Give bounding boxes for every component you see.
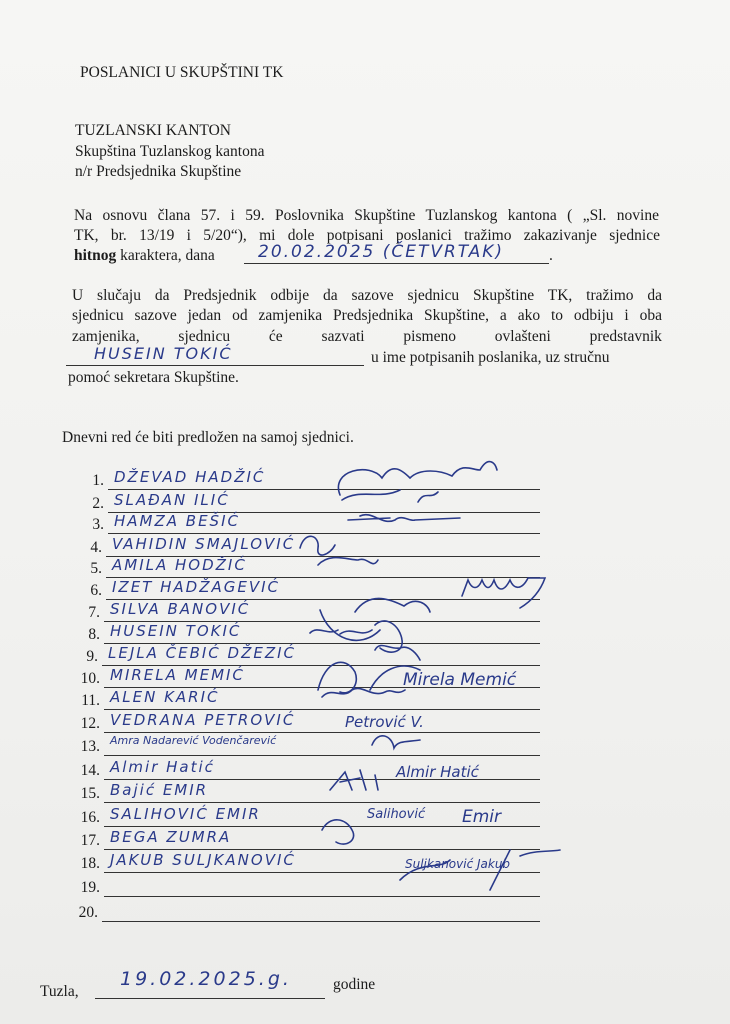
signatory-number: 8. bbox=[88, 626, 100, 643]
signatory-name: SALIHOVIĆ EMIR bbox=[110, 805, 261, 823]
signature-7 bbox=[320, 598, 430, 640]
para2-word: pismeno bbox=[403, 328, 456, 345]
signatory-name: Bajić EMIR bbox=[110, 781, 209, 799]
signatory-name: IZET HADŽAGEVIĆ bbox=[112, 578, 280, 596]
signatory-name: SILVA BANOVIĆ bbox=[110, 600, 251, 618]
signature-16a: Salihović bbox=[367, 807, 426, 822]
signatory-name: Almir Hatić bbox=[110, 758, 215, 776]
para1-line3-text: karaktera, dana bbox=[116, 247, 215, 264]
para2-line5: pomoć sekretara Skupštine. bbox=[68, 369, 239, 386]
signature-10: Mirela Memić bbox=[403, 670, 517, 690]
signature-5 bbox=[318, 558, 378, 565]
address-line-2: Skupština Tuzlanskog kantona bbox=[75, 143, 265, 160]
signature-13 bbox=[372, 736, 420, 748]
para2-word: sazvati bbox=[321, 328, 365, 345]
signatory-name: DŽEVAD HADŽIĆ bbox=[114, 468, 266, 486]
hitnog-bold: hitnog bbox=[74, 247, 117, 264]
signature-14: Almir Hatić bbox=[396, 763, 479, 781]
para2-word: zamjenika, bbox=[72, 328, 140, 345]
signatory-number: 9. bbox=[86, 648, 98, 665]
signatory-number: 17. bbox=[80, 832, 100, 849]
para2-line4: u ime potpisanih poslanika, uz stručnu bbox=[371, 349, 610, 366]
signature-18-text: Suljkanović Jakub bbox=[405, 857, 511, 871]
signatory-name: BEGA ZUMRA bbox=[110, 828, 232, 846]
signatory-number: 3. bbox=[92, 516, 104, 533]
signatory-number: 1. bbox=[92, 472, 104, 489]
footer-date-handwritten: 19.02.2025.g. bbox=[120, 968, 292, 990]
signatory-name: SLAĐAN ILIĆ bbox=[114, 491, 230, 509]
recipients-line: POSLANICI U SKUPŠTINI TK bbox=[80, 64, 284, 81]
signatory-name: HAMZA BEŠIĆ bbox=[114, 512, 240, 530]
requested-date-handwritten: 20.02.2025 (ČETVRTAK) bbox=[258, 242, 505, 262]
signatory-number: 11. bbox=[81, 692, 100, 709]
signatory-number: 16. bbox=[80, 809, 100, 826]
address-line-3: n/r Predsjednika Skupštine bbox=[75, 163, 242, 180]
signatory-name: HUSEIN TOKIĆ bbox=[110, 622, 242, 640]
signatory-name: AMILA HODŽIĆ bbox=[112, 556, 247, 574]
signatory-number: 10. bbox=[80, 670, 100, 687]
footer-date-underline bbox=[95, 998, 325, 999]
address-line-1: TUZLANSKI KANTON bbox=[75, 122, 231, 139]
signature-9 bbox=[375, 645, 420, 660]
signatory-name: VEDRANA PETROVIĆ bbox=[110, 711, 296, 729]
signatory-number: 14. bbox=[80, 762, 100, 779]
para2-word: sjednicu bbox=[178, 328, 231, 345]
para2-line2: sjednicu sazove jedan od zamjenika Predsjednika Skupštine, a ako to odbiju i oba bbox=[72, 307, 662, 324]
signatory-number: 4. bbox=[90, 539, 102, 556]
para1-line2: TK, br. 13/19 i 5/20“), mi dole potpisani poslanici tražimo zakazivanje sjednice bbox=[74, 227, 660, 244]
para2-line1: U slučaju da Predsjednik odbije da sazove sjednicu Skupštine TK, tražimo da bbox=[72, 287, 662, 304]
signatory-name: VAHIDIN SMAJLOVIĆ bbox=[112, 535, 296, 553]
signature-1-tail bbox=[342, 490, 400, 500]
para2-word: ovlašteni bbox=[494, 328, 551, 345]
signature-3 bbox=[348, 515, 460, 522]
signatory-number: 7. bbox=[88, 604, 100, 621]
para1-period: . bbox=[549, 247, 553, 264]
signatory-number: 20. bbox=[78, 904, 98, 921]
representative-handwritten: HUSEIN TOKIĆ bbox=[94, 344, 233, 363]
para2-word: će bbox=[268, 328, 283, 345]
signature-6 bbox=[462, 578, 545, 608]
signatory-number: 12. bbox=[80, 715, 100, 732]
signatory-name: LEJLA ČEBIĆ DŽEZIĆ bbox=[108, 644, 297, 662]
signatory-number: 6. bbox=[90, 582, 102, 599]
signatory-number: 2. bbox=[92, 495, 104, 512]
agenda-note: Dnevni red će biti predložen na samoj sjednici. bbox=[62, 429, 354, 446]
para2-word: predstavnik bbox=[589, 328, 662, 345]
signature-1 bbox=[338, 462, 497, 495]
para1-line1: Na osnovu člana 57. i 59. Poslovnika Skupštine Tuzlanskog kantona ( „Sl. novine bbox=[74, 207, 659, 224]
footer-godine: godine bbox=[333, 976, 376, 993]
signatory-name: Amra Nadarević Vodenčarević bbox=[110, 734, 277, 747]
signature-12: Petrović V. bbox=[345, 713, 424, 731]
signature-4 bbox=[300, 536, 335, 555]
signatory-number: 18. bbox=[80, 855, 100, 872]
signature-16b: Emir bbox=[462, 807, 502, 827]
signatory-number: 15. bbox=[80, 785, 100, 802]
signatory-number: 13. bbox=[80, 738, 100, 755]
signature-14a bbox=[330, 770, 378, 790]
signatory-name: JAKUB SULJKANOVIĆ bbox=[110, 851, 296, 869]
signatory-name: MIRELA MEMIĆ bbox=[110, 666, 245, 684]
signatory-number: 5. bbox=[90, 560, 102, 577]
signature-17 bbox=[322, 820, 354, 844]
signature-2 bbox=[418, 492, 438, 502]
signatory-name: ALEN KARIĆ bbox=[110, 688, 220, 706]
footer-place: Tuzla, bbox=[40, 983, 79, 1000]
signature-11 bbox=[322, 688, 405, 697]
signatory-number: 19. bbox=[80, 879, 100, 896]
